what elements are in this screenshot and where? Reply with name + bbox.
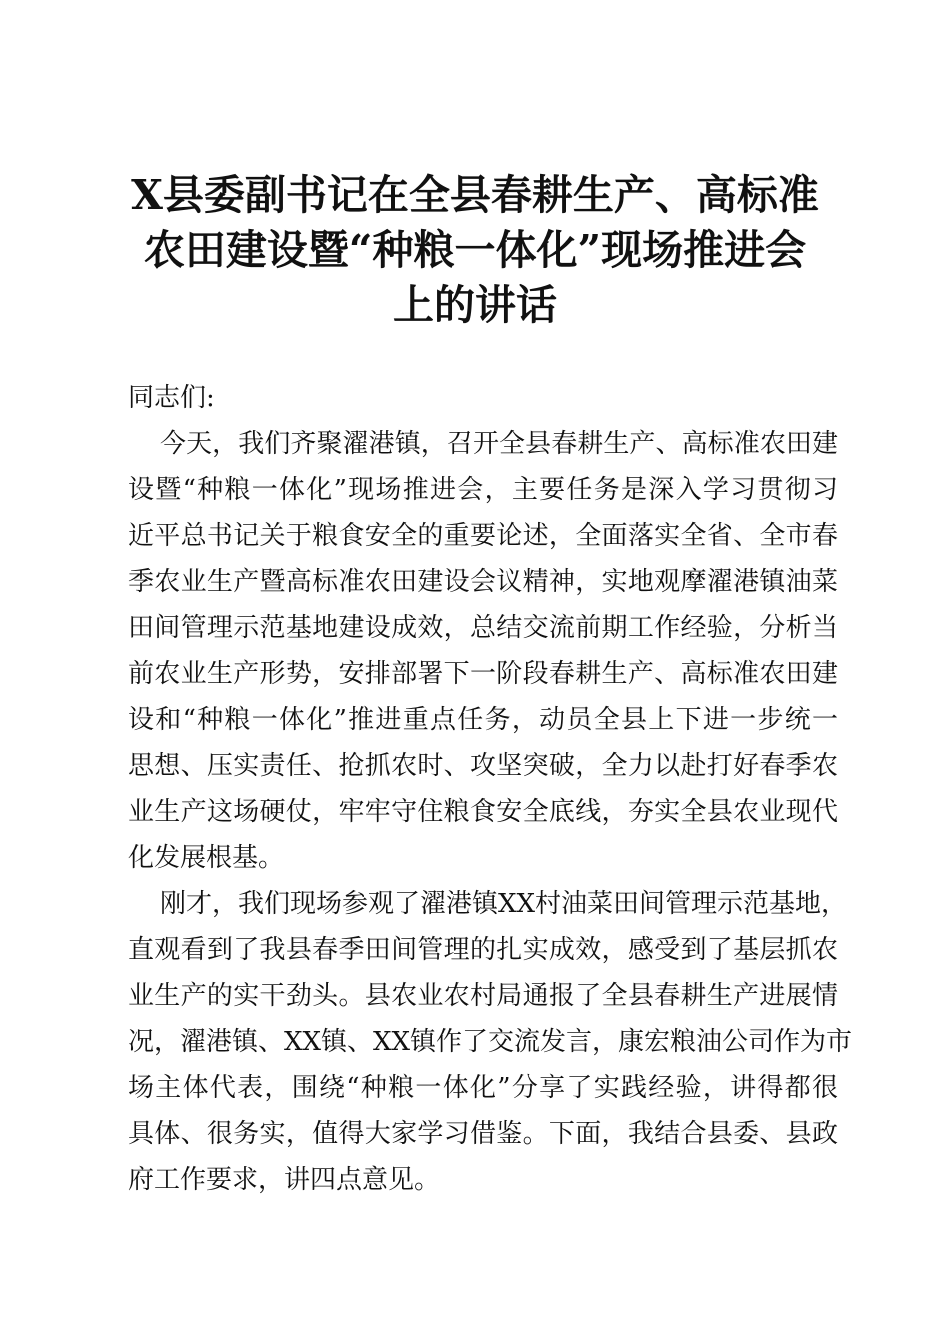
paragraph-line: 田间管理示范基地建设成效，总结交流前期工作经验，分析当	[128, 613, 838, 643]
title-line-3: 上的讲话	[393, 281, 557, 329]
paragraph-line: 设暨“种粮一体化”现场推进会，主要任务是深入学习贯彻习	[128, 475, 838, 505]
document-body	[128, 375, 853, 1203]
paragraph-line: 化发展根基。	[128, 843, 285, 873]
paragraph-line: 府工作要求，讲四点意见。	[128, 1165, 441, 1195]
paragraph-line: 前农业生产形势，安排部署下一阶段春耕生产、高标准农田建	[128, 659, 838, 689]
paragraph-line: 今天，我们齐聚濯港镇，召开全县春耕生产、高标准农田建	[160, 429, 838, 459]
paragraph-line: 思想、压实责任、抢抓农时、攻坚突破，全力以赴打好春季农	[128, 751, 838, 781]
document-title	[100, 168, 850, 333]
paragraph-line: 况，濯港镇、XX镇、XX镇作了交流发言，康宏粮油公司作为市	[128, 1027, 853, 1057]
paragraph-line: 业生产这场硬仗，牢牢守住粮食安全底线，夯实全县农业现代	[128, 797, 838, 827]
title-line-1: X县委副书记在全县春耕生产、高标准	[131, 171, 819, 219]
paragraph-line: 业生产的实干劲头。县农业农村局通报了全县春耕生产进展情	[128, 981, 838, 1011]
title-line-2: 农田建设暨“种粮一体化”现场推进会	[143, 226, 807, 274]
salutation: 同志们:	[128, 383, 215, 413]
paragraph-line: 具体、很务实，值得大家学习借鉴。下面，我结合县委、县政	[128, 1119, 838, 1149]
paragraph-1	[128, 421, 838, 881]
paragraph-line: 近平总书记关于粮食安全的重要论述，全面落实全省、全市春	[128, 521, 838, 551]
paragraph-line: 直观看到了我县春季田间管理的扎实成效，感受到了基层抓农	[128, 935, 838, 965]
paragraph-line: 刚才，我们现场参观了濯港镇XX村油菜田间管理示范基地，	[160, 889, 848, 919]
paragraph-line: 场主体代表，围绕“种粮一体化”分享了实践经验，讲得都很	[128, 1073, 838, 1103]
paragraph-line: 季农业生产暨高标准农田建设会议精神，实地观摩濯港镇油菜	[128, 567, 838, 597]
paragraph-2	[128, 881, 853, 1203]
paragraph-line: 设和“种粮一体化”推进重点任务，动员全县上下进一步统一	[128, 705, 838, 735]
